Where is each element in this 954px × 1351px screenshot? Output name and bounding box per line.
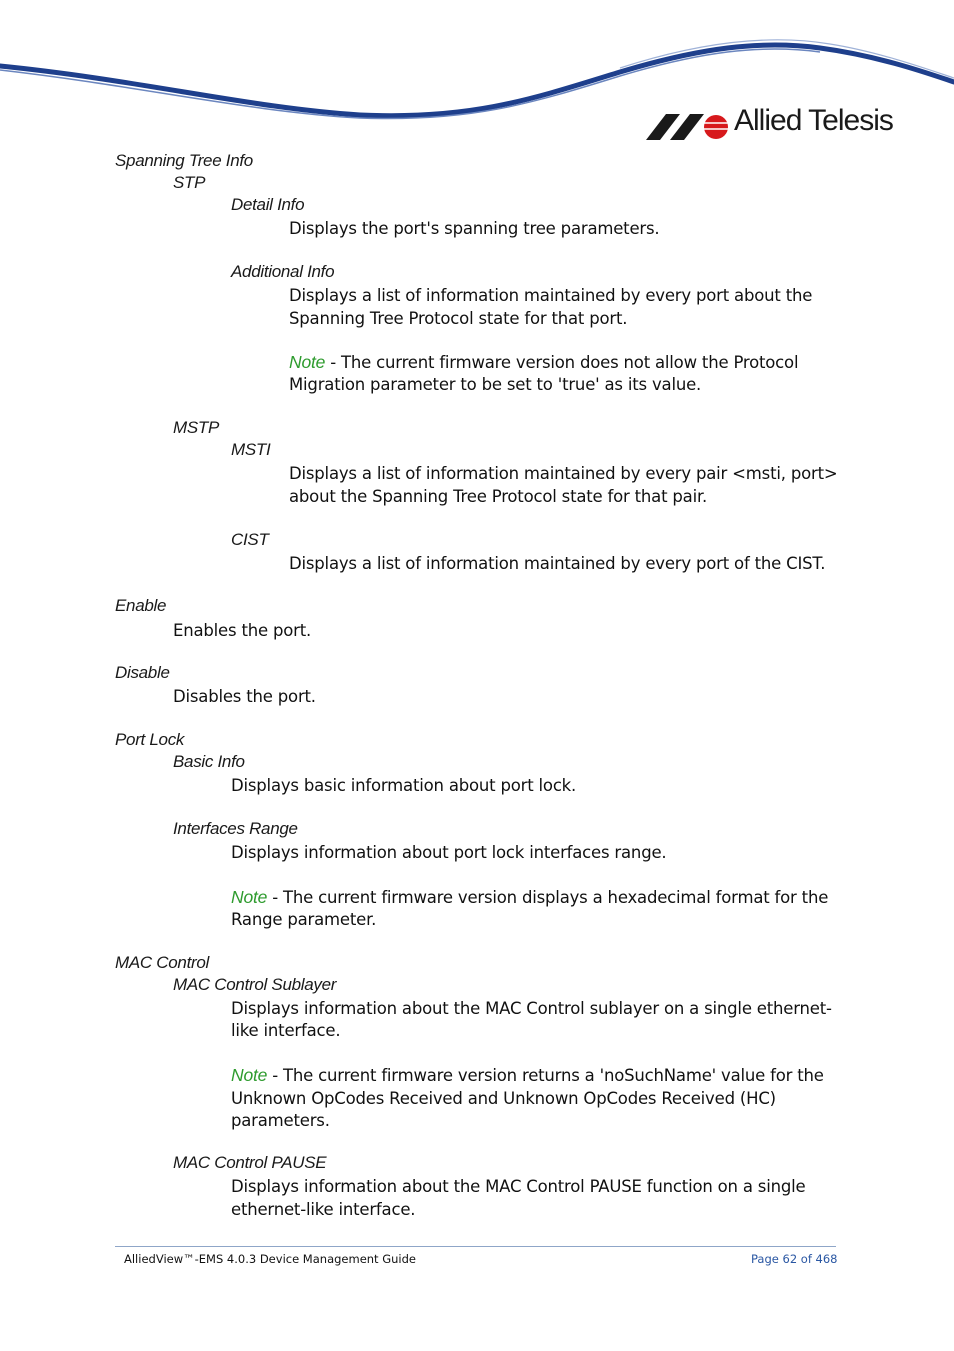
desc-mac-control-pause-line1: Displays information about the MAC Control PAUSE function on a single — [231, 1177, 806, 1196]
desc-additional-info-line2: Spanning Tree Protocol state for that port. — [289, 309, 628, 328]
note-mac-control-sublayer-line3: parameters. — [231, 1111, 330, 1130]
note-text: - The current firmware version does not allow the Protocol — [325, 353, 799, 372]
note-text: - The current firmware version displays a hexadecimal format for the — [267, 888, 829, 907]
footer-doc-title: AlliedView™-EMS 4.0.3 Device Management Guide — [124, 1252, 416, 1266]
heading-stp: STP — [173, 173, 206, 192]
desc-msti-line1: Displays a list of information maintained by every pair <msti, port> — [289, 464, 838, 483]
note-interfaces-range-line1 — [231, 886, 828, 909]
allied-telesis-logo — [646, 104, 906, 148]
desc-disable: Disables the port. — [173, 687, 316, 706]
desc-detail-info: Displays the port's spanning tree parameters. — [289, 219, 660, 238]
heading-spanning-tree-info: Spanning Tree Info — [115, 151, 253, 170]
desc-mac-control-sublayer-line1: Displays information about the MAC Control sublayer on a single ethernet- — [231, 999, 832, 1018]
heading-interfaces-range: Interfaces Range — [173, 819, 298, 838]
heading-cist: CIST — [231, 530, 269, 549]
heading-mstp: MSTP — [173, 418, 220, 437]
heading-basic-info: Basic Info — [173, 752, 245, 771]
footer-page-number: Page 62 of 468 — [751, 1252, 838, 1266]
desc-mac-control-pause-line2: ethernet-like interface. — [231, 1200, 416, 1219]
desc-cist: Displays a list of information maintained by every port of the CIST. — [289, 554, 826, 573]
note-additional-info-line2: Migration parameter to be set to 'true' as its value. — [289, 375, 702, 394]
desc-additional-info-line1: Displays a list of information maintained by every port about the — [289, 286, 813, 305]
note-label: Note — [231, 1065, 268, 1085]
heading-mac-control-sublayer: MAC Control Sublayer — [173, 975, 337, 994]
desc-msti-line2: about the Spanning Tree Protocol state for that pair. — [289, 487, 708, 506]
heading-detail-info: Detail Info — [231, 195, 305, 214]
note-additional-info-line1 — [289, 351, 798, 374]
logo-mark-icon — [646, 110, 730, 144]
heading-mac-control: MAC Control — [115, 953, 210, 972]
note-label: Note — [289, 352, 326, 372]
heading-additional-info: Additional Info — [231, 262, 335, 281]
heading-disable: Disable — [115, 663, 170, 682]
heading-enable: Enable — [115, 596, 167, 615]
note-interfaces-range-line2: Range parameter. — [231, 910, 377, 929]
heading-mac-control-pause: MAC Control PAUSE — [173, 1153, 327, 1172]
footer-divider — [115, 1246, 836, 1247]
note-label: Note — [231, 887, 268, 907]
note-mac-control-sublayer-line1 — [231, 1064, 824, 1087]
desc-mac-control-sublayer-line2: like interface. — [231, 1021, 341, 1040]
logo-text: Allied Telesis — [734, 104, 893, 137]
note-text: - The current firmware version returns a 'noSuchName' value for the — [267, 1066, 824, 1085]
heading-port-lock: Port Lock — [115, 730, 185, 749]
desc-interfaces-range: Displays information about port lock interfaces range. — [231, 843, 667, 862]
heading-msti: MSTI — [231, 440, 271, 459]
note-mac-control-sublayer-line2: Unknown OpCodes Received and Unknown OpCodes Received (HC) — [231, 1089, 776, 1108]
desc-basic-info: Displays basic information about port lock. — [231, 776, 577, 795]
desc-enable: Enables the port. — [173, 621, 312, 640]
